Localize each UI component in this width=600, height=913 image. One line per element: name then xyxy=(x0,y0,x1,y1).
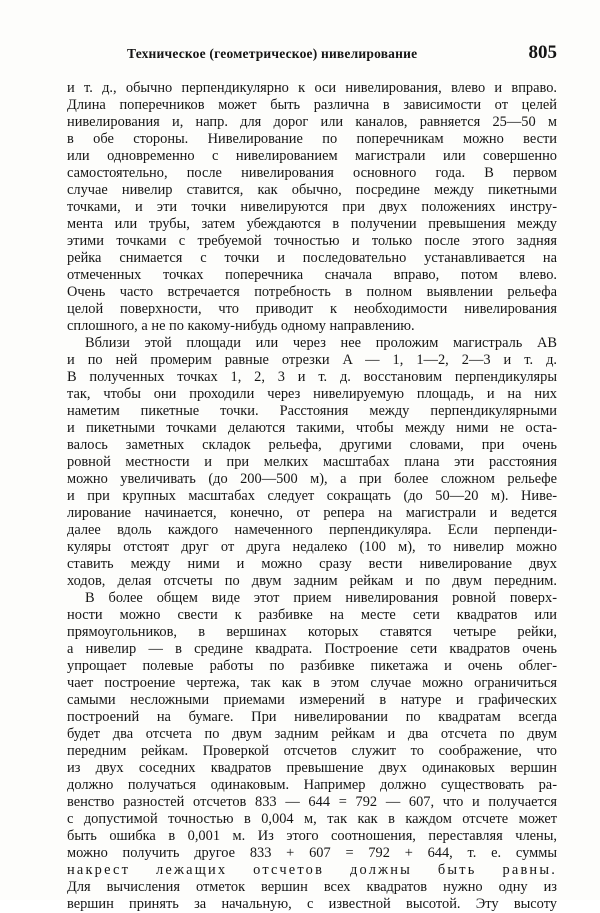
page-number: 805 xyxy=(528,42,557,63)
text-line: ровной местности и при мелких масштабах плана эти расстояния xyxy=(67,454,557,470)
text-line: этими точками с требуемой точностью и только после этого задняя xyxy=(67,233,557,249)
text-line: мента или трубы, затем убеждаются в получении превышения между xyxy=(67,216,557,232)
text-line: В полученных точках 1, 2, 3 и т. д. восстановим перпендикуляры xyxy=(67,369,557,385)
text-line: и по ней промерим равные отрезки A — 1, 1—2, 2—3 и т. д. xyxy=(67,352,557,368)
text-line: лирование начинается, конечно, от репера на магистрали и ведется xyxy=(67,505,557,521)
text-line: построений на бумаге. При нивелировании по квадратам всегда xyxy=(67,709,557,725)
text-line: ности можно свести к разбивке на месте сети квадратов или xyxy=(67,607,557,623)
text-line: сплошного, а не по какому-нибудь одному направлению. xyxy=(67,318,415,334)
text-line: из двух соседних квадратов превышение двух одинаковых вершин xyxy=(67,760,557,776)
text-line: так, чтобы они проходили через нивелируемую площадь, и на них xyxy=(67,386,557,402)
text-line: будет два отсчета по двум задним рейкам и два отсчета по двум xyxy=(67,726,557,742)
text-line: куляры отстоят друг от друга недалеко (100 м), то нивелир можно xyxy=(67,539,557,555)
text-line: венство разностей отсчетов 833 — 644 = 792 — 607, что и получается xyxy=(67,794,557,810)
running-title: Техническое (геометрическое) нивелирование xyxy=(127,46,418,61)
text-line: можно получить другое 833 + 607 = 792 + 644, т. е. суммы xyxy=(67,845,557,861)
text-line: упрощает полевые работы по разбивке пикетажа и очень облег- xyxy=(67,658,557,674)
text-line: нивелирования и, напр. для дорог или каналов, равняется 25—50 м xyxy=(67,114,557,130)
text-line: должно получаться одинаковым. Например должно существовать ра- xyxy=(67,777,557,793)
text-line: ходов, делая отсчеты по двум задним рейкам и по двум передним. xyxy=(67,573,557,589)
text-line: а нивелир — в средине квадрата. Построение сети квадратов очень xyxy=(67,641,557,657)
text-line: случае нивелир ставится, как обычно, посредине между пикетными xyxy=(67,182,557,198)
paragraph-start-line: Вблизи этой площади или через нее проложим магистраль AB xyxy=(85,335,557,351)
text-line: Очень часто встречается потребность в полном выявлении рельефа xyxy=(67,284,557,300)
text-line: далее вдоль каждого намеченного перпендикуляра. Если перпенди- xyxy=(67,522,557,538)
text-line: отмеченных точках поперечника сначала вправо, потом влево. xyxy=(67,267,557,283)
body-text xyxy=(67,80,557,913)
paragraph-start-line: В более общем виде этот прием нивелирования ровной поверх- xyxy=(85,590,557,606)
page-header xyxy=(67,42,557,66)
text-line: ставить между ними и можно сразу вести нивелирование двух xyxy=(67,556,557,572)
text-line: вершин принять за начальную, с известной высотой. Эту высоту xyxy=(67,896,557,912)
text-line: быть ошибка в 0,001 м. Из этого соотношения, переставляя члены, xyxy=(67,828,557,844)
text-line: Для вычисления отметок вершин всех квадратов нужно одну из xyxy=(67,879,557,895)
text-line: самостоятельно, после нивелирования основного года. В первом xyxy=(67,165,557,181)
text-line: можно увеличивать (до 200—500 м), а при более сложном рельефе xyxy=(67,471,557,487)
text-line: прямоугольников, в вершинах которых ставятся четыре рейки, xyxy=(67,624,557,640)
text-line: наметим пикетные точки. Расстояния между перпендикулярными xyxy=(67,403,557,419)
text-line: самыми несложными приемами измерений в натуре и графических xyxy=(67,692,557,708)
text-line: Длина поперечников может быть различна в зависимости от целей xyxy=(67,97,557,113)
text-line: и пикетными точками делаются такими, чтобы между ними не оста- xyxy=(67,420,557,436)
text-line: целой поверхности, что приводит к необходимости нивелирования xyxy=(67,301,557,317)
text-line: валось заметных складок рельефа, другими словами, при очень xyxy=(67,437,557,453)
text-line: рейка снимается с точки и последовательно устанавливается на xyxy=(67,250,557,266)
text-line: и при крупных масштабах следует сокращать (до 50—20 м). Ниве- xyxy=(67,488,557,504)
emphasized-text-line: накрест лежащих отсчетов должны быть равны. xyxy=(67,862,557,878)
text-line: чает построение чертежа, так как в этом случае можно ограничиться xyxy=(67,675,557,691)
text-line: с допустимой точностью в 0,004 м, так как в каждом отсчете может xyxy=(67,811,557,827)
text-line: или одновременно с нивелированием магистрали или совершенно xyxy=(67,148,557,164)
text-line: в обе стороны. Нивелирование по поперечникам можно вести xyxy=(67,131,557,147)
text-line: точками, и эти точки нивелируются при двух положениях инстру- xyxy=(67,199,557,215)
text-line: и т. д., обычно перпендикулярно к оси нивелирования, влево и вправо. xyxy=(67,80,557,96)
text-line: передним рейкам. Проверкой отсчетов служит то соображение, что xyxy=(67,743,557,759)
